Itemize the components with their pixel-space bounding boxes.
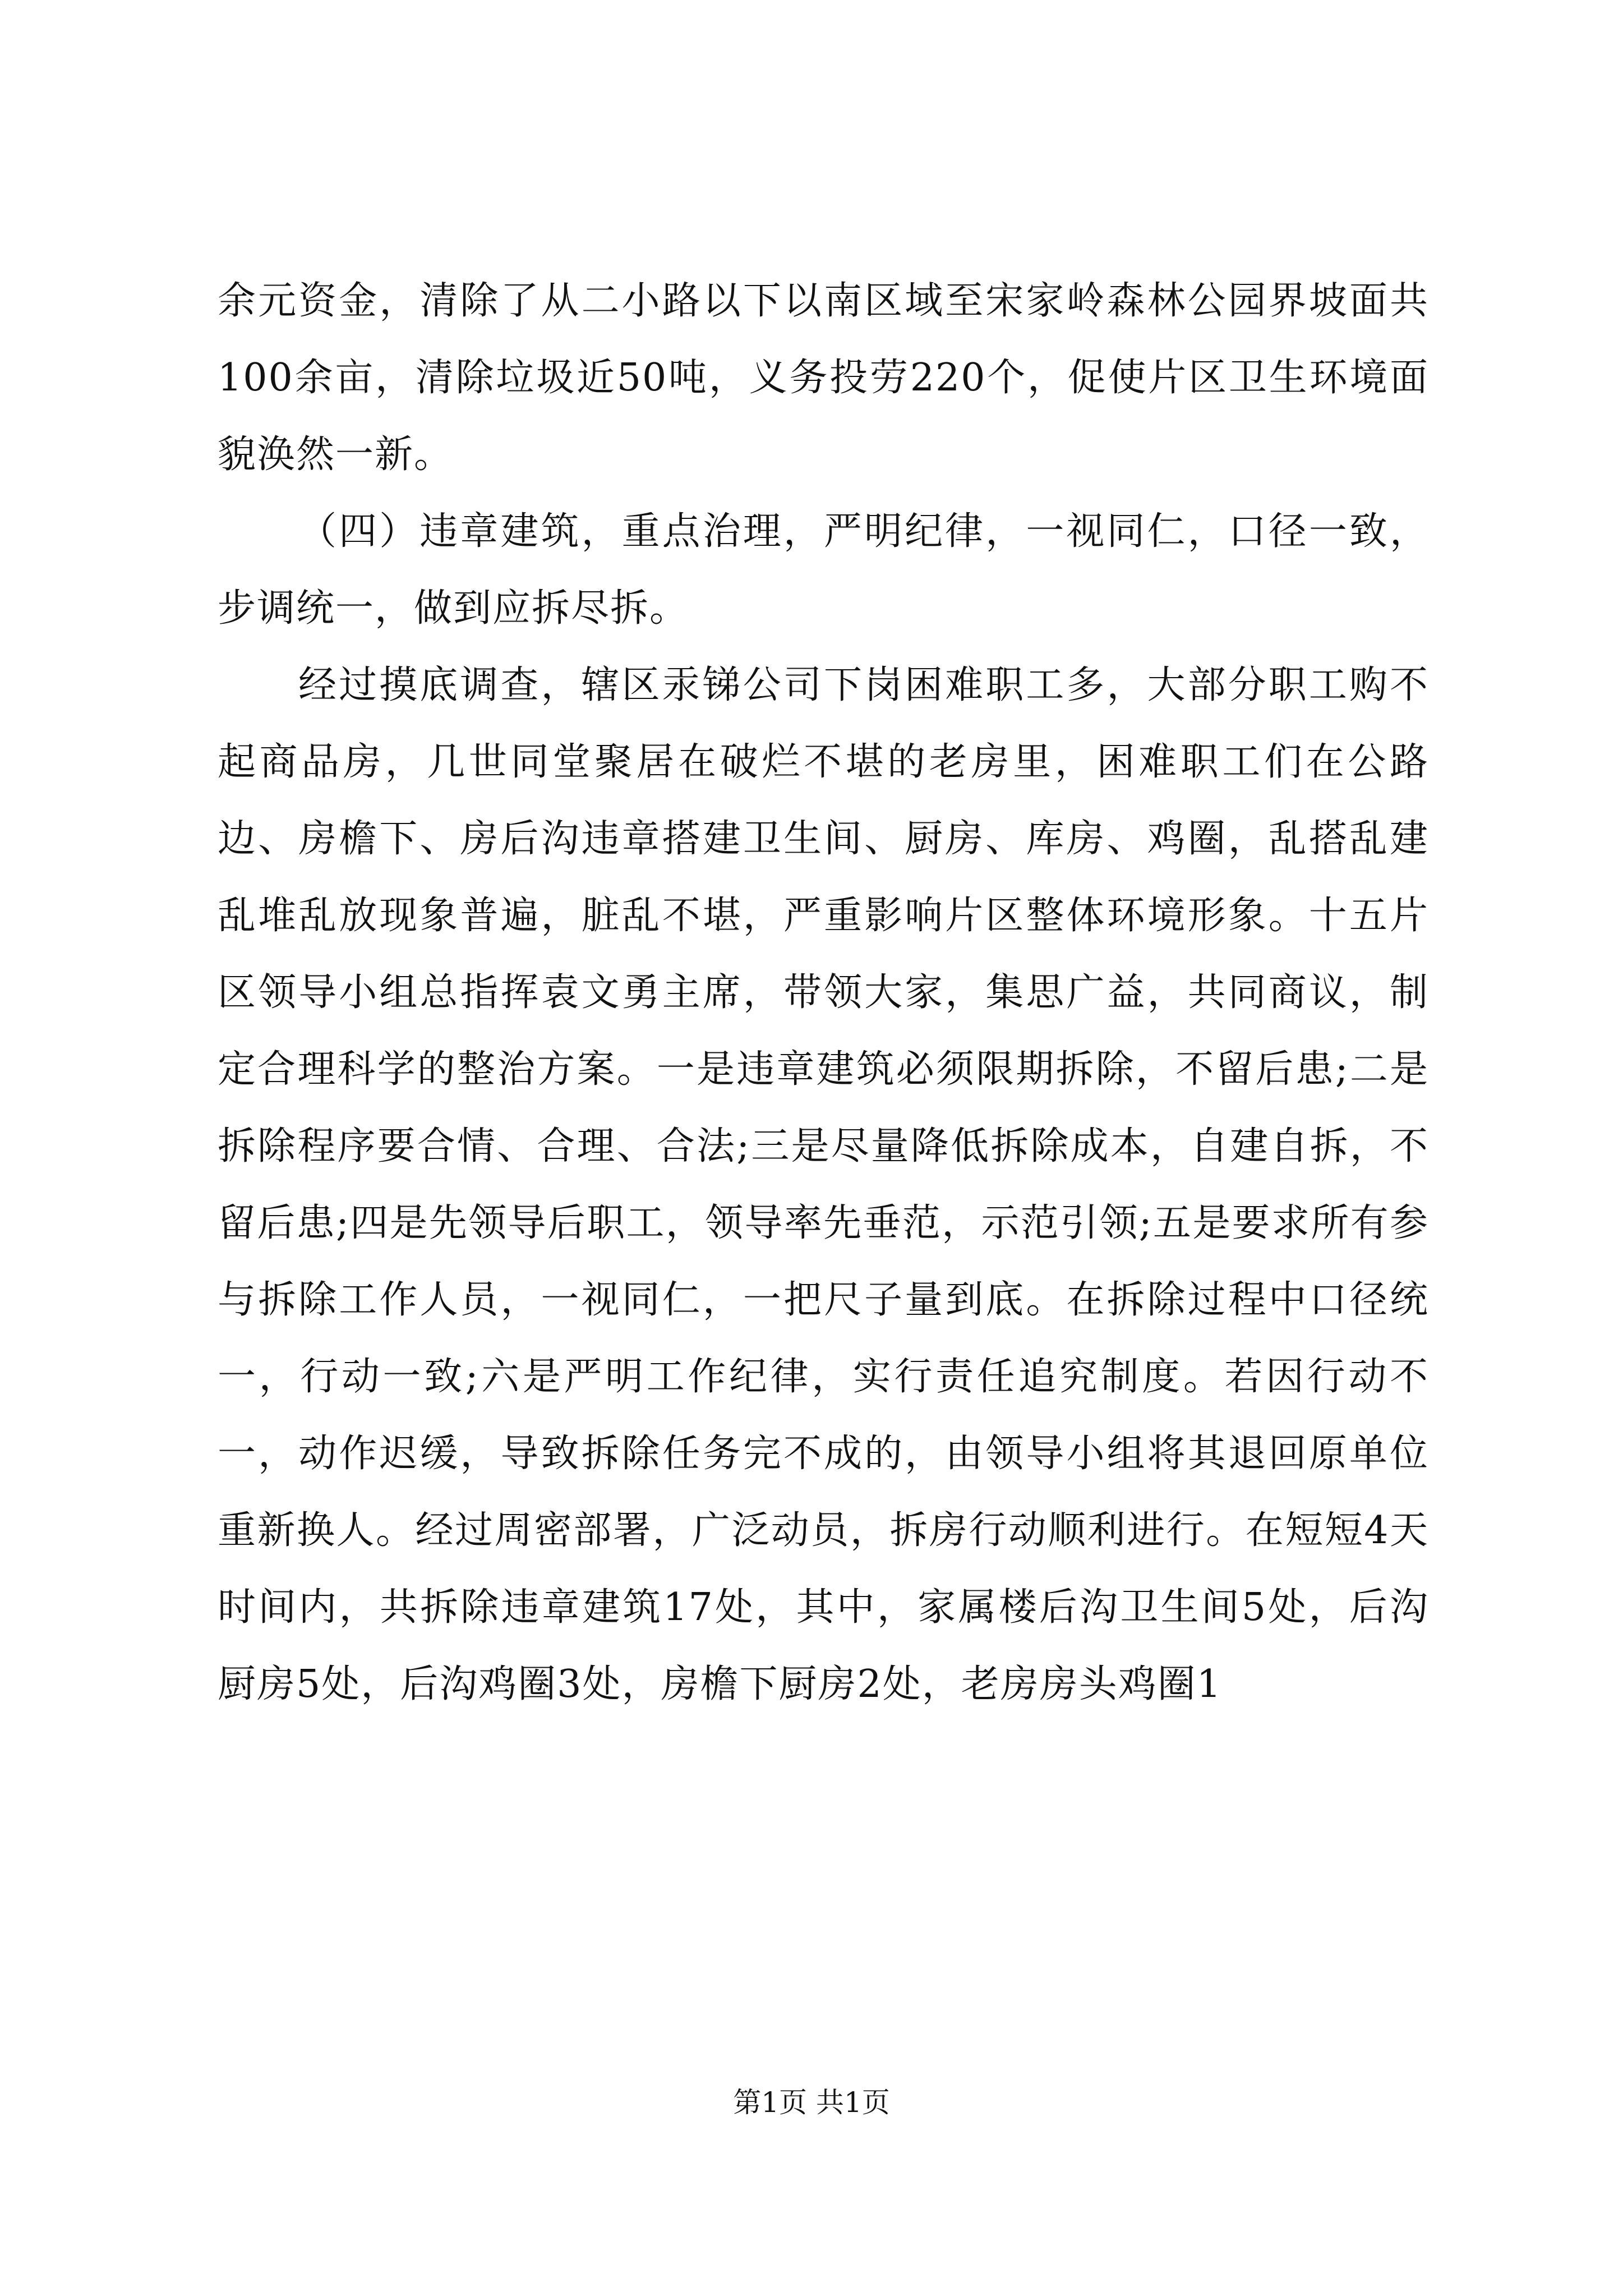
paragraph-funds-cleanup: 余元资金，清除了从二小路以下以南区域至宋家岭森林公园界坡面共100余亩，清除垃圾近50吨，义务投劳220个，促使片区卫生环境面貌涣然一新。 xyxy=(218,279,1429,477)
paragraph-heading-illegal-buildings: （四）违章建筑，重点治理，严明纪律，一视同仁，口径一致，步调统一，做到应拆尽拆。 xyxy=(218,509,1429,631)
page-footer: 第1页 共1页 xyxy=(733,2086,890,2119)
document-body xyxy=(218,263,1429,1723)
paragraph-demolition-details: 经过摸底调查，辖区汞锑公司下岗困难职工多，大部分职工购不起商品房，几世同堂聚居在破烂不堪的老房里，困难职工们在公路边、房檐下、房后沟违章搭建卫生间、厨房、库房、鸡圈，乱搭乱建乱堆乱放现象普遍，脏乱不堪，严重影响片区整体环境形象。十五片区领导小组总指挥袁文勇主席，带领大家，集思广益，共同商议，制定合理科学的整治方案。一是违章建筑必须限期拆除，不留后患;二是拆除程序要合情、合理、合法;三是尽量降低拆除成本，自建自拆，不留后患;四是先领导后职工，领导率先垂范，示范引领;五是要求所有参与拆除工作人员，一视同仁，一把尺子量到底。在拆除过程中口径统一，行动一致;六是严明工作纪律，实行责任追究制度。若因行动不一，动作迟缓，导致拆除任务完不成的，由领导小组将其退回原单位重新换人。经过周密部署，广泛动员，拆房行动顺利进行。在短短4天时间内，共拆除违章建筑17处，其中，家属楼后沟卫生间5处，后沟厨房5处，后沟鸡圈3处，房檐下厨房2处，老房房头鸡圈1 xyxy=(218,663,1429,1706)
